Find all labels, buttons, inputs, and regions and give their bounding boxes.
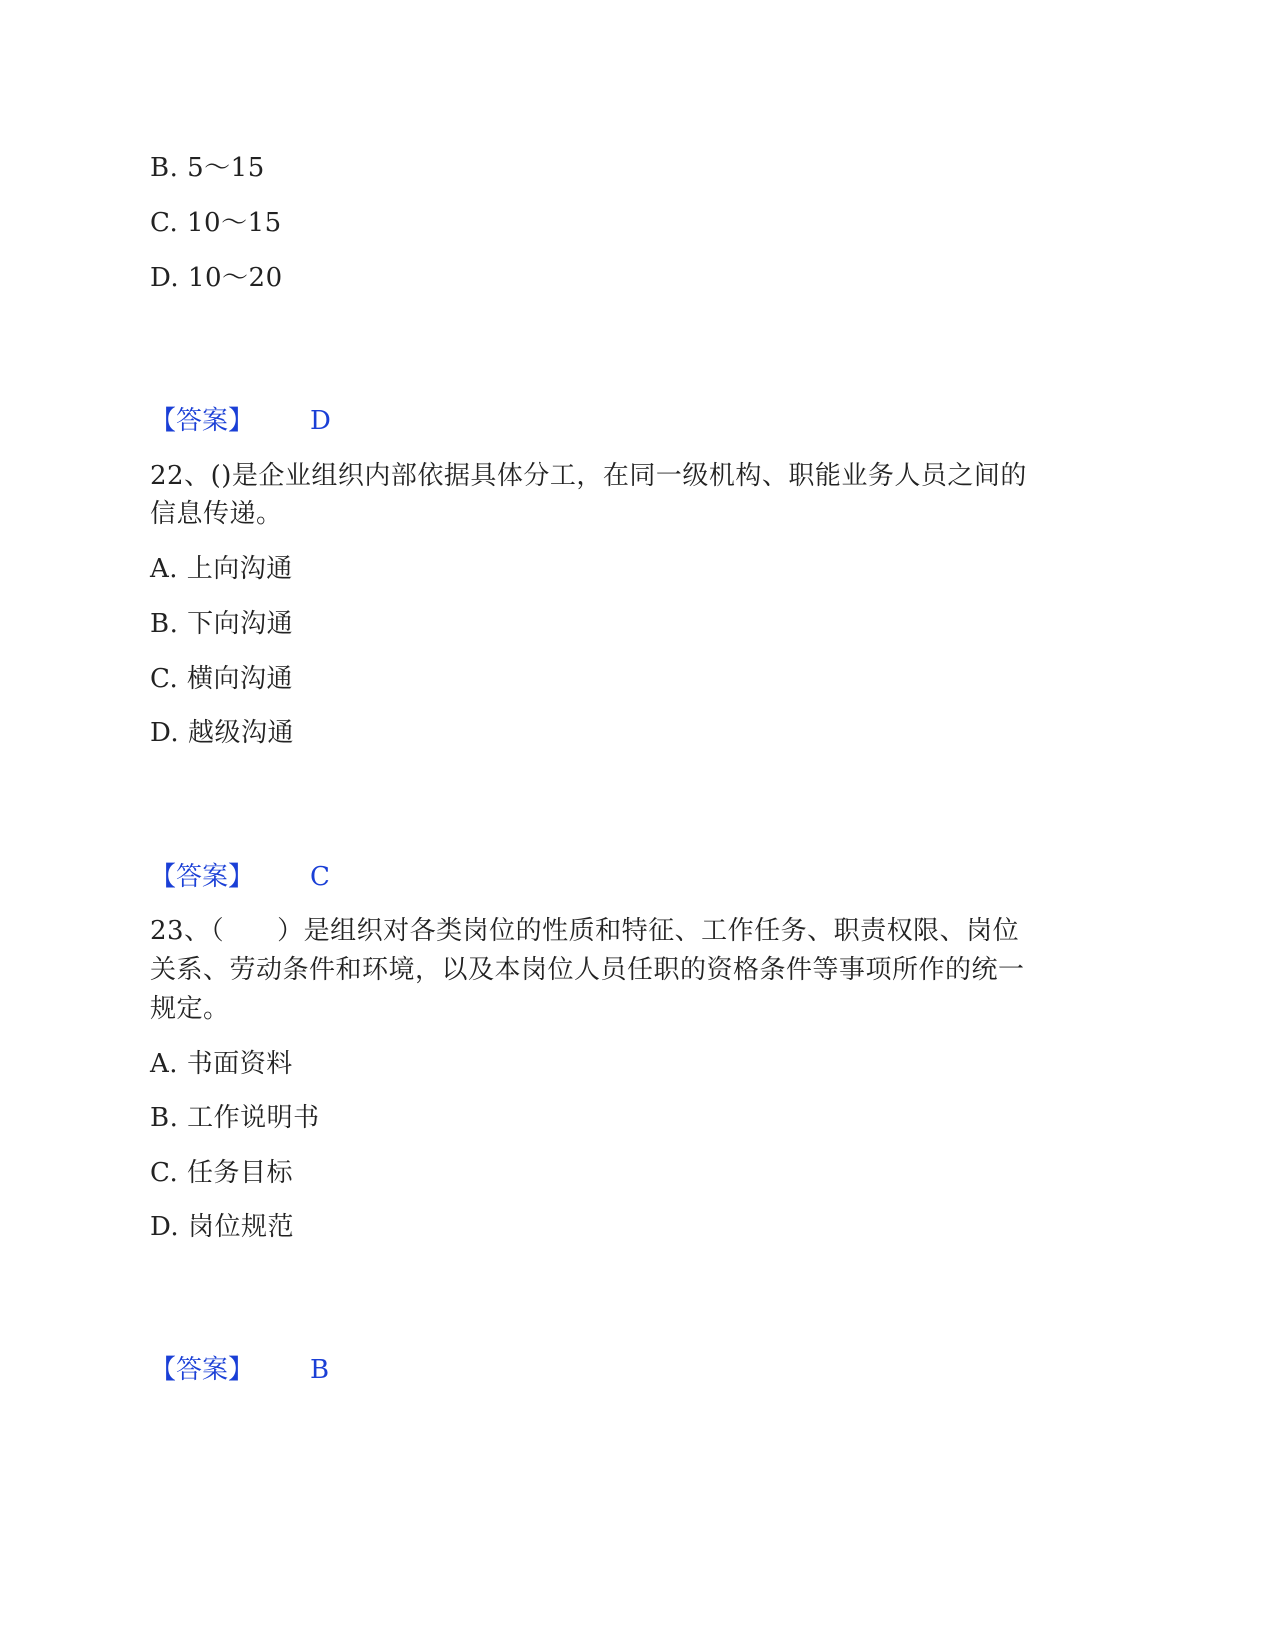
answer-value: C (310, 862, 330, 892)
q21-answer (150, 404, 331, 438)
q21-option-b: B. 5～15 (150, 153, 265, 183)
q23-stem-line-1: 23、（ ）是组织对各类岗位的性质和特征、工作任务、职责权限、岗位 (150, 916, 1020, 946)
q22-stem-line-1: 22、()是企业组织内部依据具体分工，在同一级机构、职能业务人员之间的 (150, 461, 1027, 491)
q22-stem-line-2: 信息传递。 (150, 499, 283, 529)
q22-answer (150, 860, 330, 894)
q22-option-c: C. 横向沟通 (150, 664, 293, 694)
q21-option-c: C. 10～15 (150, 208, 282, 238)
q23-option-c: C. 任务目标 (150, 1158, 293, 1188)
q23-option-d: D. 岗位规范 (150, 1212, 294, 1242)
q23-option-a: A. 书面资料 (150, 1049, 293, 1079)
answer-label: 【答案】 (150, 406, 255, 436)
answer-label: 【答案】 (150, 862, 255, 892)
answer-value: D (310, 406, 331, 436)
q22-option-d: D. 越级沟通 (150, 718, 294, 748)
answer-value: B (310, 1355, 330, 1385)
q23-stem-line-2: 关系、劳动条件和环境，以及本岗位人员任职的资格条件等事项所作的统一 (150, 955, 1025, 985)
q23-stem-line-3: 规定。 (150, 994, 230, 1024)
q21-option-d: D. 10～20 (150, 263, 283, 293)
q23-answer (150, 1353, 329, 1387)
q22-option-b: B. 下向沟通 (150, 609, 294, 639)
q23-option-b: B. 工作说明书 (150, 1103, 320, 1133)
answer-label: 【答案】 (150, 1355, 255, 1385)
q22-option-a: A. 上向沟通 (150, 554, 293, 584)
